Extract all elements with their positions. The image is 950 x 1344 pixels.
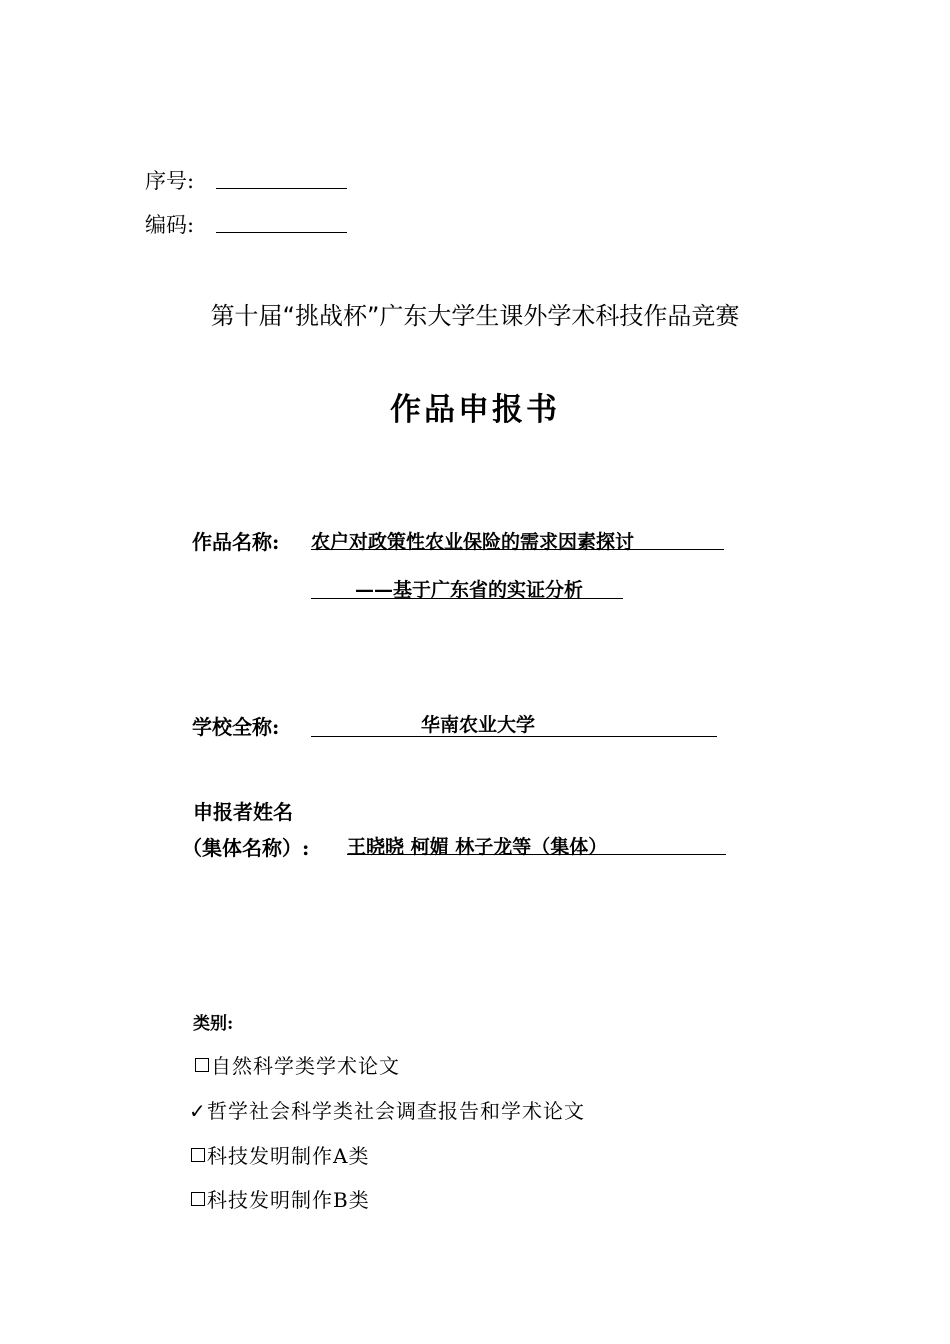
applicant-underline	[347, 854, 726, 855]
category-item-label: 科技发明制作B类	[207, 1188, 370, 1212]
work-title-line2: ——基于广东省的实证分析	[355, 579, 584, 601]
category-item-invention-b[interactable]	[191, 1184, 370, 1213]
checkbox-unchecked-icon[interactable]	[191, 1148, 205, 1162]
work-title-label: 作品名称:	[192, 530, 280, 554]
category-item-label: 科技发明制作A类	[207, 1144, 370, 1168]
work-title-line1: 农户对政策性农业保险的需求因素探讨	[311, 531, 635, 553]
school-value: 华南农业大学	[421, 714, 536, 736]
serial-label: 序号:	[145, 169, 195, 193]
category-item-social-science[interactable]	[189, 1095, 585, 1124]
checkmark-icon[interactable]: ✓	[189, 1099, 207, 1123]
applicant-label-line2: （集体名称）:	[182, 836, 310, 860]
work-title-underline-2	[311, 598, 623, 599]
category-item-label: 自然科学类学术论文	[211, 1054, 400, 1078]
applicant-value: 王晓晓 柯媚 林子龙等（集体）	[347, 836, 608, 858]
contest-title: 第十届“挑战杯”广东大学生课外学术科技作品竞赛	[210, 302, 740, 330]
document-title: 作品申报书	[390, 392, 560, 428]
applicant-label-line1: 申报者姓名	[193, 800, 293, 824]
school-label: 学校全称:	[192, 715, 280, 739]
code-label: 编码:	[145, 213, 195, 237]
school-underline	[311, 736, 717, 737]
code-blank-line	[216, 232, 347, 233]
category-item-label: 哲学社会科学类社会调查报告和学术论文	[207, 1099, 585, 1123]
checkbox-unchecked-icon[interactable]	[195, 1058, 209, 1072]
category-heading: 类别:	[193, 1014, 234, 1034]
work-title-underline-1	[311, 549, 724, 550]
category-item-natural-science[interactable]	[195, 1050, 400, 1079]
checkbox-unchecked-icon[interactable]	[191, 1192, 205, 1206]
category-item-invention-a[interactable]	[191, 1140, 369, 1169]
serial-blank-line	[216, 188, 347, 189]
